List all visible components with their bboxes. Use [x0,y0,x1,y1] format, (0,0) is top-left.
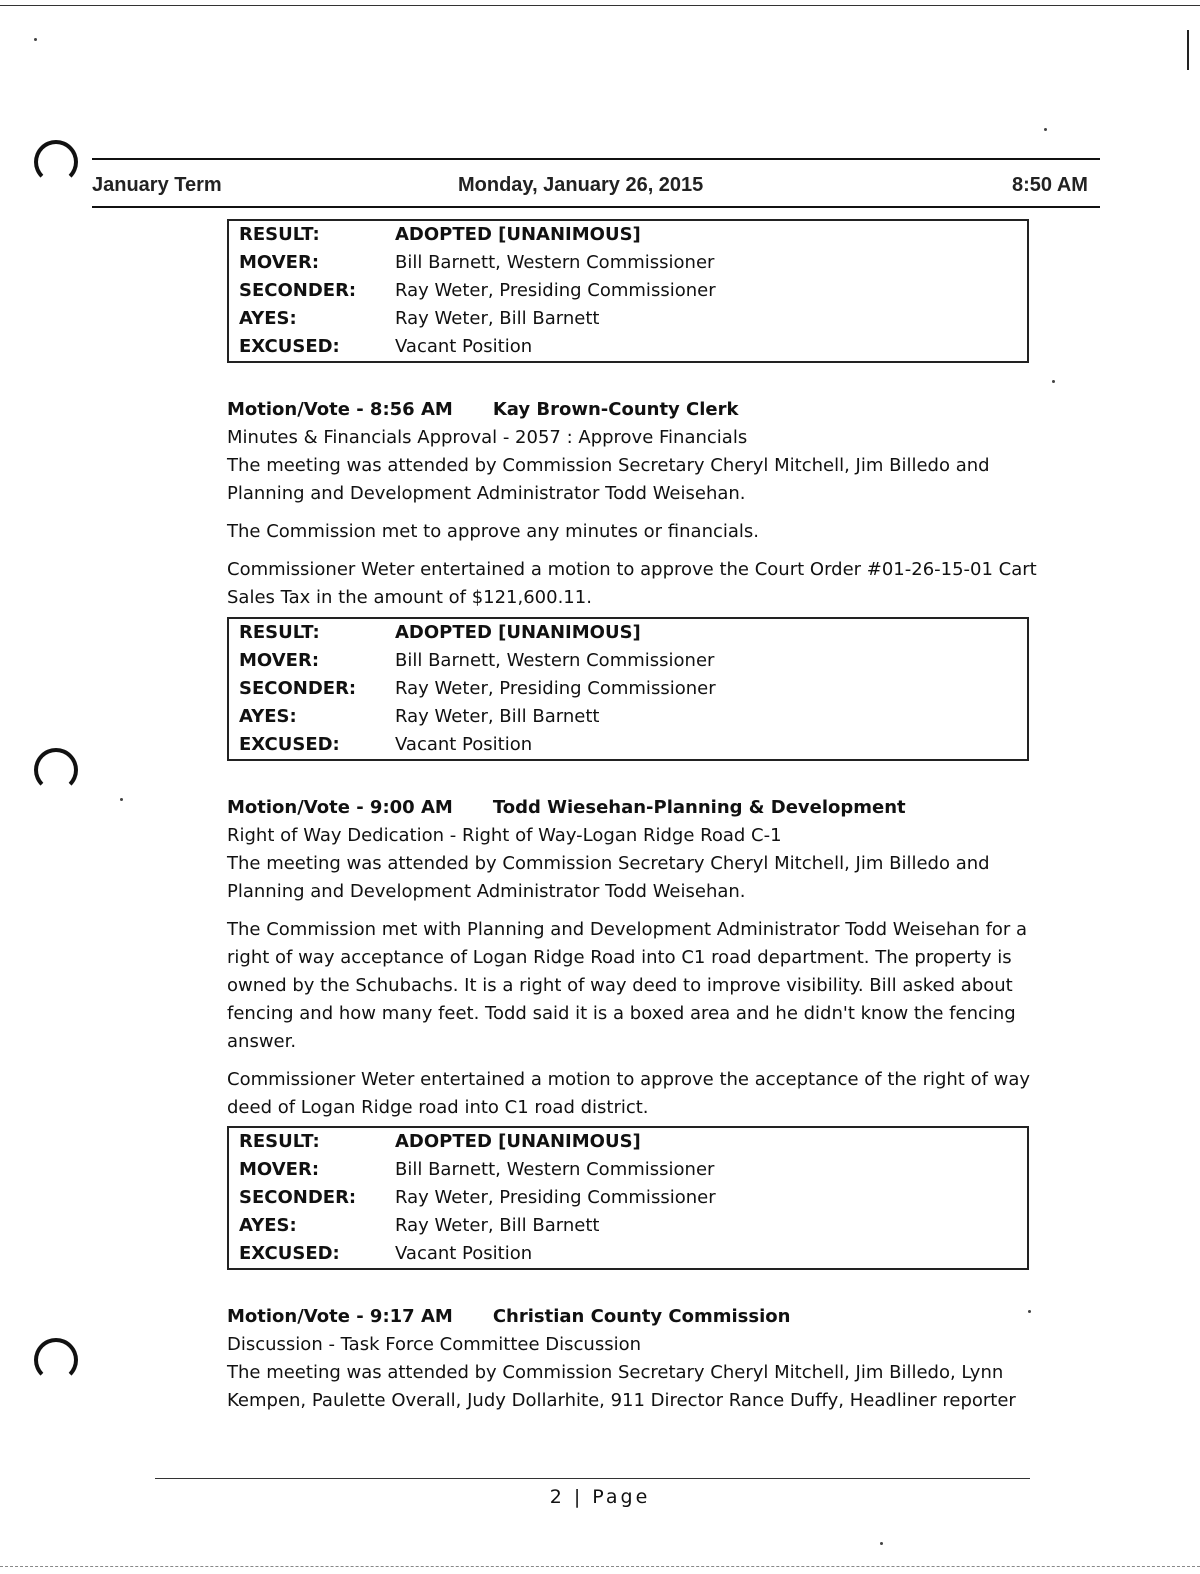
vote-row-mover [229,1156,1027,1184]
binder-hole-icon [34,748,78,792]
page-label: | Page [573,1486,651,1508]
scan-speck [120,798,123,801]
scan-speck [880,1542,883,1545]
vote-row-seconder [229,1184,1027,1212]
vote-row-excused [229,333,1027,361]
vote-value: Bill Barnett, Western Commissioner [395,1159,715,1180]
vote-label: SECONDER: [239,280,357,301]
vote-result-table [227,617,1029,761]
vote-label: AYES: [239,706,297,727]
header-time: 8:50 AM [1012,174,1088,196]
vote-value: Vacant Position [395,1243,533,1264]
vote-result-table [227,219,1029,363]
motion-presenter: Todd Wiesehan-Planning & Development [492,797,906,818]
vote-row-result [229,619,1027,647]
motion-text: Commissioner Weter entertained a motion to approve the Court Order #01-26-15-01 Cart Sales Tax in the amount of $121,600.11. [227,559,1037,608]
vote-result-table [227,1126,1029,1270]
vote-value: Ray Weter, Bill Barnett [395,1215,600,1236]
vote-row-seconder [229,277,1027,305]
vote-label: RESULT: [239,622,320,643]
vote-value: Ray Weter, Presiding Commissioner [395,1187,716,1208]
motion-section [227,1303,1047,1415]
scan-speck [1044,128,1047,131]
motion-presenter: Christian County Commission [492,1306,791,1327]
motion-subject: Discussion - Task Force Committee Discussion [227,1334,642,1355]
vote-value: ADOPTED [UNANIMOUS] [395,224,641,245]
vote-row-mover [229,647,1027,675]
vote-label: MOVER: [239,252,320,273]
vote-label: EXCUSED: [239,734,340,755]
motion-time: Motion/Vote - 9:17 AM [227,1306,453,1327]
scan-edge-top [0,5,1200,6]
footer-rule [155,1478,1030,1479]
motion-body: The Commission met to approve any minutes or financials. [227,521,760,542]
motion-section [227,794,1047,1122]
header-date: Monday, January 26, 2015 [458,174,704,196]
motion-heading [227,396,1047,424]
motion-attendance: The meeting was attended by Commission Secretary Cheryl Mitchell, Jim Billedo, Lynn Kempen, Paulette Overall, Judy Dollarhite, 911 Director Rance Duffy, Headliner reporter [227,1362,1016,1411]
vote-value: Ray Weter, Bill Barnett [395,308,600,329]
header-rule-bottom [92,206,1100,208]
vote-label: MOVER: [239,1159,320,1180]
vote-label: AYES: [239,1215,297,1236]
vote-row-seconder [229,675,1027,703]
header-rule-top [92,158,1100,160]
scan-edge-bottom [0,1566,1200,1567]
vote-row-excused [229,731,1027,759]
vote-value: Ray Weter, Bill Barnett [395,706,600,727]
vote-value: ADOPTED [UNANIMOUS] [395,622,641,643]
vote-row-mover [229,249,1027,277]
motion-time: Motion/Vote - 9:00 AM [227,797,453,818]
vote-label: SECONDER: [239,1187,357,1208]
page-number: 2 [549,1486,565,1508]
vote-value: Bill Barnett, Western Commissioner [395,650,715,671]
vote-row-ayes [229,703,1027,731]
header-term: January Term [92,174,222,196]
motion-subject: Minutes & Financials Approval - 2057 : Approve Financials [227,427,748,448]
motion-body: The Commission met with Planning and Development Administrator Todd Weisehan for a right of way acceptance of Logan Ridge Road into C1 road department. The property is owned by the Schubachs. It is a right of way deed to improve visibility. Bill asked about fencing and how many feet. Todd said it is a boxed area and he didn't know the fencing answer. [227,919,1028,1052]
motion-attendance: The meeting was attended by Commission Secretary Cheryl Mitchell, Jim Billedo and Planning and Development Administrator Todd Weisehan. [227,853,990,902]
vote-label: MOVER: [239,650,320,671]
vote-value: Vacant Position [395,734,533,755]
binder-hole-icon [34,1338,78,1382]
vote-row-ayes [229,305,1027,333]
motion-presenter: Kay Brown-County Clerk [492,399,739,420]
scan-speck [34,38,37,41]
vote-label: EXCUSED: [239,1243,340,1264]
vote-value: Ray Weter, Presiding Commissioner [395,280,716,301]
vote-label: RESULT: [239,224,320,245]
vote-row-result [229,1128,1027,1156]
motion-text: Commissioner Weter entertained a motion to approve the acceptance of the right of way deed of Logan Ridge road into C1 road district. [227,1069,1031,1118]
vote-row-excused [229,1240,1027,1268]
vote-value: ADOPTED [UNANIMOUS] [395,1131,641,1152]
vote-value: Vacant Position [395,336,533,357]
vote-label: AYES: [239,308,297,329]
vote-label: RESULT: [239,1131,320,1152]
vote-label: EXCUSED: [239,336,340,357]
vote-row-ayes [229,1212,1027,1240]
motion-heading [227,794,1047,822]
motion-subject: Right of Way Dedication - Right of Way-Logan Ridge Road C-1 [227,825,782,846]
motion-attendance: The meeting was attended by Commission Secretary Cheryl Mitchell, Jim Billedo and Planning and Development Administrator Todd Weisehan. [227,455,990,504]
motion-section [227,396,1047,612]
vote-row-result [229,221,1027,249]
scan-speck [1052,380,1055,383]
motion-time: Motion/Vote - 8:56 AM [227,399,453,420]
vote-value: Bill Barnett, Western Commissioner [395,252,715,273]
scan-edge-right [1187,30,1189,70]
motion-heading [227,1303,1047,1331]
vote-label: SECONDER: [239,678,357,699]
page-footer [0,1486,1200,1508]
vote-value: Ray Weter, Presiding Commissioner [395,678,716,699]
binder-hole-icon [34,140,78,184]
